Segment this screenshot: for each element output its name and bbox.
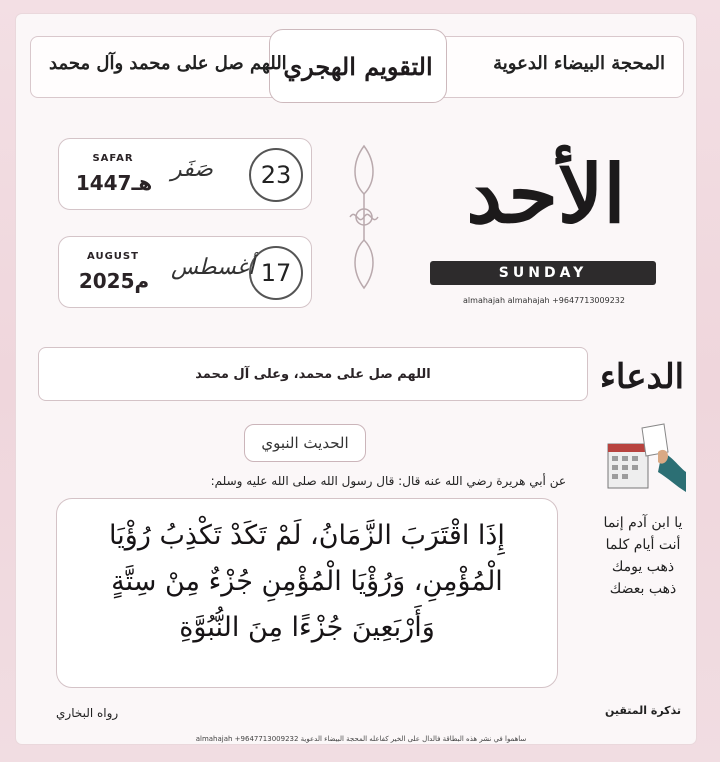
hadith-box [56,498,558,688]
header-blessing: اللهم صل على محمد وآل محمد [49,53,287,74]
gregorian-date-box [58,236,312,308]
hijri-year: 1447هـ [75,171,153,195]
side-panel [594,422,692,722]
calendar-card [16,14,696,744]
hijri-month-en: SAFAR [92,153,134,164]
hijri-day: 23 [249,148,303,202]
prayer-text: اللهم صل على محمد، وعلى آل محمد [38,347,588,401]
header-bar [30,36,684,98]
gregorian-year: 2025م [78,269,150,293]
ornament-divider-icon [344,142,384,292]
day-name-arabic: الأحد [466,147,626,241]
hadith-tag: الحديث النبوي [244,424,366,462]
gregorian-month-ar: أغسطس [171,255,255,280]
gregorian-day: 17 [249,246,303,300]
page-title: التقويم الهجري [269,29,447,103]
side-quote: يا ابن آدم إنما أنت أيام كلما ذهب يومك ذهب بعضك [603,515,683,597]
gregorian-month-en: AUGUST [87,251,139,262]
hadith-narrator: عن أبي هريرة رضي الله عنه قال: قال رسول الله صلى الله عليه وسلم: [210,474,566,488]
side-caption: تذكرة المتقين [604,704,682,717]
hijri-date-box [58,138,312,210]
calendar-hand-icon [602,422,686,502]
header-logo: المحجة البيضاء الدعوية [493,53,665,74]
social-handles: almahajah almahajah +9647713009232 [463,296,625,305]
hijri-month-ar: صَفَر [171,157,213,182]
day-name-english: SUNDAY [430,261,656,285]
prayer-label: الدعاء [599,357,685,397]
hadith-text: إِذَا اقْتَرَبَ الزَّمَانُ، لَمْ تَكَدْ تَكْذِبُ رُؤْيَا الْمُؤْمِنِ، وَرُؤْيَا الْمُؤْمِنِ جُزْءٌ مِنْ سِتَّةٍ وَأَرْبَعِينَ جُزْءًا مِنَ النُّبُوَّةِ [109,520,505,643]
footer-note: ساهموا في نشر هذه البطاقة فالدال على الخير كفاعله المحجة البيضاء الدعوية almahajah +9647713009232 [195,735,527,743]
hadith-source: رواه البخاري [56,706,119,720]
